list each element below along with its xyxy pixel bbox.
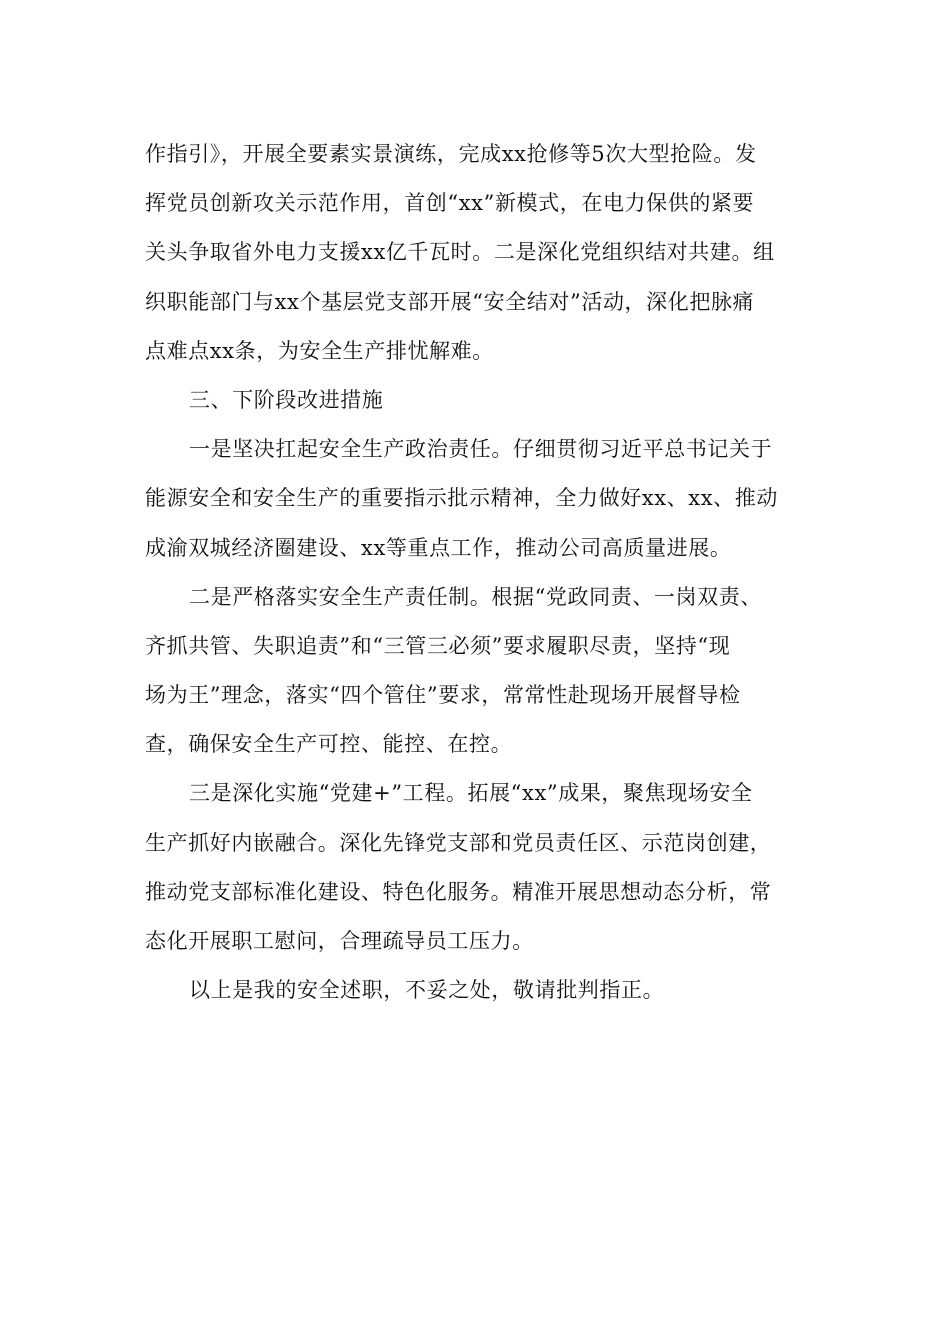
- paragraph-start-line: 一是坚决扛起安全生产政治责任。仔细贯彻习近平总书记关于: [189, 437, 773, 462]
- paragraph-start-line: 二是严格落实安全生产责任制。根据“党政同责、一岗双责、: [189, 584, 762, 609]
- body-line: 查，确保安全生产可控、能控、在控。: [145, 732, 513, 757]
- body-line: 态化开展职工慰问，合理疏导员工压力。: [145, 929, 534, 953]
- body-line: 场为王”理念，落实“四个管住”要求，常常性赴现场开展督导检: [145, 683, 741, 708]
- document-body: [145, 130, 810, 1015]
- body-line: 点难点xx条，为安全生产排忧解难。: [145, 338, 494, 363]
- body-line: 关头争取省外电力支援xx亿千瓦时。二是深化党组织结对共建。组: [145, 240, 775, 265]
- body-line: 齐抓共管、失职追责”和“三管三必须”要求履职尽责，坚持“现: [145, 633, 731, 658]
- body-line: 挥党员创新攻关示范作用，首创“xx”新模式，在电力保供的紧要: [145, 191, 755, 216]
- paragraph-start-line: 三是深化实施“党建+”工程。拓展“xx”成果，聚焦现场安全: [189, 781, 753, 806]
- body-line: 能源安全和安全生产的重要指示批示精神，全力做好xx、xx、推动: [145, 486, 778, 511]
- body-line: 作指引》，开展全要素实景演练，完成xx抢修等5次大型抢险。发: [145, 142, 757, 166]
- body-line: 推动党支部标准化建设、特色化服务。精准开展思想动态分析，常: [145, 879, 772, 904]
- body-line: 生产抓好内嵌融合。深化先锋党支部和党员责任区、示范岗创建，: [145, 830, 772, 855]
- body-line: 织职能部门与xx个基层党支部开展“安全结对”活动，深化把脉痛: [145, 289, 755, 314]
- body-line: 成渝双城经济圈建设、xx等重点工作，推动公司高质量进展。: [145, 535, 732, 560]
- section-heading: 三、下阶段改进措施: [189, 387, 384, 412]
- closing-line: 以上是我的安全述职，不妥之处，敬请批判指正。: [189, 978, 665, 1003]
